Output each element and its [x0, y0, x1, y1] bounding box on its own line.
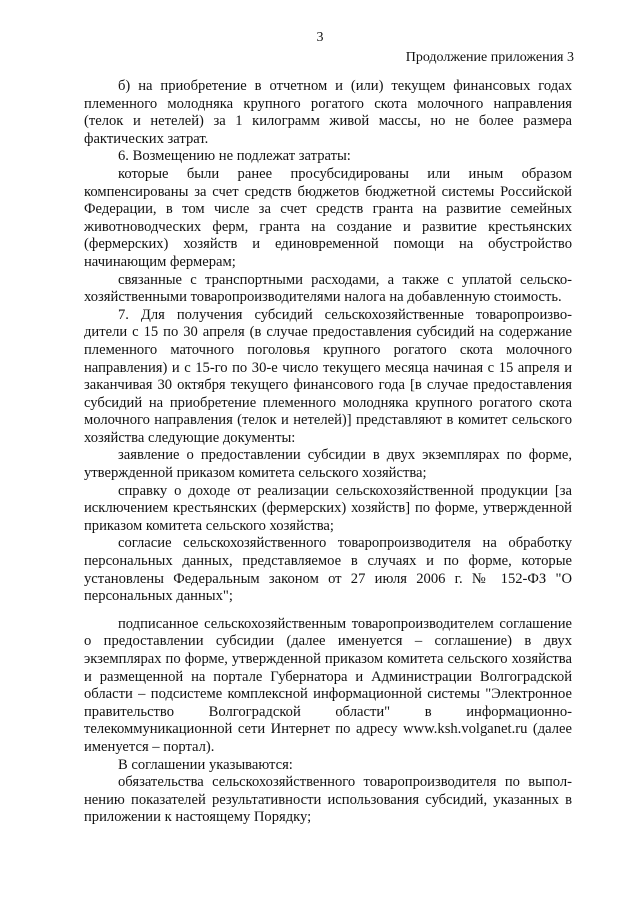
paragraph-transport-costs: связанные с транспортными расходами, а также с уплатой сельско-хозяйственными товаропроизводителями налога на добавленную стоимость. [84, 271, 572, 306]
paragraph-purchase-young-stock: б) на приобретение в отчетном и (или) текущем финансовых годах племенного молодняка крупного рогатого скота молочного направления (телок и нетелей) за 1 килограмм живой массы, но не более размера фактических затрат. [84, 78, 572, 147]
paragraph-agreement-contents: В соглашении указываются: [118, 756, 293, 773]
paragraph-application-form: заявление о предоставлении субсидии в двух экземплярах по форме, утвержденной приказом комитета сельского хозяйства; [84, 447, 572, 482]
paragraph-application-documents: 7. Для получения субсидий сельскохозяйственные товаропроизво-дители с 15 по 30 апреля (в случае предоставления субсидий на содержание племенного маточного поголовья крупного рогатого скота молочного направления) и с 15-го по 30-е число текущего месяца начиная с 15 апреля и заканчивая 30 октября текущего финансового года [в случае предоставления субсидий на приобретение племенного молодняка крупного рогатого скота молочного направления (телок и нетелей)] представляют в комитет сельского хозяйства следующие документы: [84, 306, 572, 446]
continuation-label: Продолжение приложения 3 [405, 50, 574, 65]
paragraph-non-reimbursable-heading: 6. Возмещению не подлежат затраты: [118, 148, 351, 165]
paragraph-personal-data-consent: согласие сельскохозяйственного товаропроизводителя на обработку персональных данных, представляемое в случаях и по форме, которые установлены Федеральным законом от 27 июля 2006 г. № 152-ФЗ "О персональных данных"; [84, 535, 572, 605]
paragraph-income-statement: справку о доходе от реализации сельскохозяйственной продукции [за исключением крестьянских (фермерских) хозяйств] по форме, утвержденной приказом комитета сельского хозяйства; [84, 482, 572, 534]
paragraph-performance-obligations: обязательства сельскохозяйственного товаропроизводителя по выпол-нению показателей результативности использования субсидий, указанных в приложении к настоящему Порядку; [84, 774, 572, 826]
document-body [84, 78, 572, 827]
paragraph-previously-subsidized: которые были ранее просубсидированы или иным образом компенсированы за счет средств бюджетов бюджетной системы Российской Федерации, в том числе за счет средств гранта на развитие семейных животноводческих ферм, гранта на создание и развитие крестьянских (фермерских) хозяйств и единовременной помощи на обустройство начинающим фермерам; [84, 165, 572, 270]
paragraph-subsidy-agreement: подписанное сельскохозяйственным товаропроизводителем соглашение о предоставлении субсидии (далее именуется – соглашение) в двух экземплярах по форме, утвержденной приказом комитета сельского хозяйства и размещенной на портале Губернатора и Администрации Волгоградской области – подсистеме комплексной информационной системы "Электронное правительство Волгоградской области" в информационно-телекоммуникационной сети Интернет по адресу www.ksh.volganet.ru (далее именуется – портал). [84, 615, 572, 755]
page-number: 3 [316, 30, 324, 45]
